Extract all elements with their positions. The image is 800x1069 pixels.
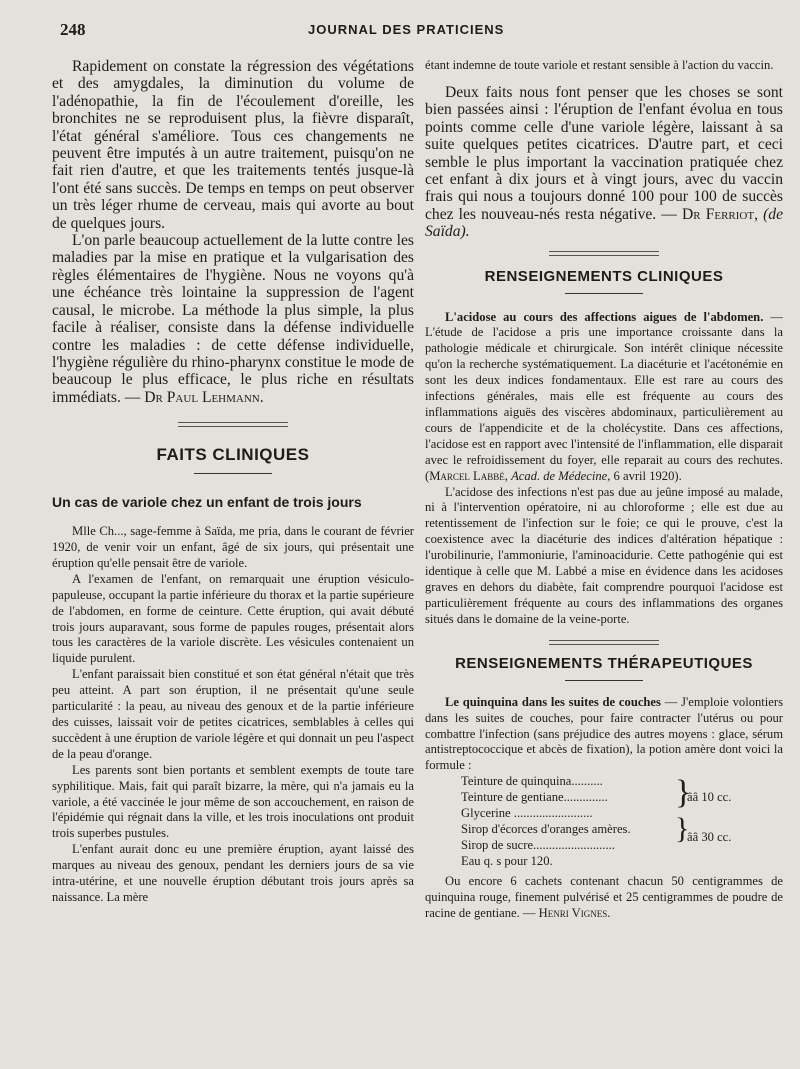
quinquina-paragraph	[425, 695, 783, 775]
observation-signature: Dr Ferriot,	[682, 205, 758, 223]
formula-brace: }	[675, 774, 692, 812]
closing-signature: Henri Vignes.	[538, 906, 611, 921]
formula-line: Sirop de sucre..........................	[461, 838, 615, 853]
formula-line: Glycerine .........................	[461, 806, 593, 821]
article-paragraph-2: A l'examen de l'enfant, on remarquait une éruption vésiculo-papuleuse, occupant la partie inférieure du thorax et la partie supérieure de l'abdomen, en forme de ceinture. Cette éruption, qui avait débuté trois jours auparavant, sous forme de papules rouges, présentait alors tous les caractères de la variole discrète. Les vésicules contenaient un liquide purulent.	[52, 571, 414, 666]
closing-paragraph	[425, 874, 783, 922]
intro-paragraph-2-text: L'on parle beaucoup actuellement de la lutte contre les maladies par la mise en pratique et la vulgarisation des règles élémentaires de l'hygiène. Nous ne voyons qu'à une échéance très lointaine la suppression de l'agent causal, le microbe. La méthode la plus simple, la plus facile à réaliser, consiste dans la défense individuelle contre les maladies : de cette défense individuelle, l'hygiène régulière du rhino-pharynx constitue le mode de beaucoup le plus efficace, le plus riche en résultats immédiats. —	[52, 232, 414, 406]
continuation-text: étant indemne de toute variole et restant sensible à l'action du vaccin.	[425, 58, 774, 72]
acidose-ref-author: Marcel Labbé,	[429, 468, 508, 483]
formula-line: Eau q. s pour 120.	[461, 854, 553, 869]
quinquina-lead: Le quinquina dans les suites de couches	[445, 694, 661, 709]
article-paragraph-1: Mlle Ch..., sage-femme à Saïda, me pria, dans le courant de février 1920, de venir voir un enfant, âgé de six jours, qui présentait une éruption qu'elle pensait être de variole.	[52, 524, 414, 570]
formula-line: Teinture de quinquina..........	[461, 774, 603, 789]
page-number: 248	[60, 20, 86, 39]
intro-paragraph-1: Rapidement on constate la régression des végétations et des amygdales, la diminution du volume de l'adénopathie, la fin de l'écoulement d'oreille, les bronchites ne se reproduisent plus, la fièvre disparaît, l'état général s'améliore. Tous ces changements ne peuvent être imputés à un autre traitement, puisqu'on ne fait rien d'autre, et que les traitements tentés jusque-là l'ont été sans succès. De temps en temps on peut observer un très léger rhume de cerveau, mais qui avorte au bout de quelques jours.	[52, 58, 414, 232]
formula-quantity-1: ââ 10 cc.	[687, 790, 732, 805]
formula-brace: }	[675, 812, 690, 846]
intro-paragraph-2	[52, 232, 414, 406]
section-title-renseignements-cliniques: RENSEIGNEMENTS CLINIQUES	[484, 267, 724, 285]
article-paragraph-3: L'enfant paraissait bien constitué et son état général n'était que très peu atteint. A part son éruption, il ne présentait qu'une seule particularité : la peau, au niveau des genoux et de la partie inférieure des cuisses, laissait voir de petites cicatrices, semblables à celles qui succèdent à une éruption de variole légère et qui donnait un peu l'aspect de la peau d'orange.	[52, 667, 414, 761]
formula-block	[425, 774, 783, 870]
acidose-ref-source: Acad. de Médecine,	[511, 468, 611, 483]
acidose-paragraph-2: L'acidose des infections n'est pas due au jeûne imposé au malade, ni à l'intervention opératoire, ni au chloroforme ; elle est due au retentissement de l'infection sur le foie; ce qui le prouve, c'est la coexistence avec la diacéturie des indices d'altération hépatique : l'urobilinurie, l'ammoniurie, l'aminoacidurie. Cette pathogénie qui est identique à celle que M. Labbé a mise en évidence dans les acidoses graves en dehors du diabète, fait comprendre pourquoi l'acidose est particulièrement fréquente au cours des inflammations des organes situés dans le domaine de la veine-porte.	[425, 484, 783, 626]
observation-text: Deux faits nous font penser que les choses se sont bien passées ainsi : l'éruption de l'enfant évolua en tous points comme celle d'une variole légère, laissant à sa suite quelques petites cicatrices. D'autre part, et ceci semble le plus important la vaccination pratiquée chez cet enfant à dix jours et à vingt jours, avec du vaccin frais qui nous a toujours donné 100 pour 100 de succès chez les nouveau-nés resta négative. —	[425, 83, 783, 223]
intro-signature: Dr Paul Lehmann.	[144, 388, 264, 406]
section-title-faits-cliniques: FAITS CLINIQUES	[156, 445, 310, 465]
formula-quantity-2: ââ 30 cc.	[687, 830, 732, 845]
closing-text: Ou encore 6 cachets contenant chacun 50 centigrammes de quinquina rouge, finement pulvérisé et 25 centigrammes de poudre de racine de gentiane. —	[425, 874, 783, 921]
formula-line: Teinture de gentiane..............	[461, 790, 608, 805]
quinquina-text: — J'emploie volontiers dans les suites de couches, pour faire contracter l'utérus ou pour combattre l'infection (sans préjudice des autres moyens : glace, sérum antistreptococcique et abcès de fixation), la potion amère dont voici la formule :	[425, 694, 783, 773]
observation-place: (de Saïda).	[425, 205, 783, 241]
left-column	[52, 58, 414, 1058]
section-title-renseignements-therapeutiques: RENSEIGNEMENTS THÉRAPEUTIQUES	[455, 654, 753, 672]
acidose-ref-date: 6 avril 1920).	[613, 468, 682, 483]
right-column	[425, 58, 783, 1058]
article-paragraph-5: L'enfant aurait donc eu une première éruption, ayant laissé des marques au niveau des genoux, pendant les derniers jours de sa vie intra-utérine, et une nouvelle éruption débutant trois jours après sa naissance. La mère	[52, 842, 414, 904]
acidose-lead: L'acidose au cours des affections aigues de l'abdomen.	[445, 309, 764, 324]
acidose-text-1: — L'étude de l'acidose a pris une importance croissante dans la pathologie médicale et chirurgicale. Son intérêt clinique nécessite qu'on la recherche systématiquement. La diacéturie et l'acétonémie en sont les deux indices fondamentaux. Elle est rare au cours des infections générales, mais elle est fréquente au cours des inflammations aiguës des viscères abdominaux, particulièrement au cours de l'appendicite et de la cholécystite. Dans ces affections, l'acidose est en rapport avec l'intensité de l'inflammation, elle disparait avec le refroidissement du foyer, elle reparait au cours des rechutes. (	[425, 309, 783, 483]
page-header	[60, 14, 780, 44]
article-title-variole: Un cas de variole chez un enfant de trois jours	[52, 494, 362, 511]
formula-line: Sirop d'écorces d'oranges amères.	[461, 822, 631, 837]
journal-title: JOURNAL DES PRATICIENS	[308, 22, 505, 37]
article-paragraph-4: Les parents sont bien portants et semblent exempts de toute tare syphilitique. Mais, fait qui paraît bizarre, la mère, qui n'a jamais eu la variole, a été vaccinée le jour même de son accouchement, en raison de l'épidémie qui régnait dans la ville, et les trois inoculations ont produit trois superbes pustules.	[52, 762, 414, 841]
acidose-paragraph-1	[425, 310, 783, 485]
observation-paragraph	[425, 84, 783, 241]
